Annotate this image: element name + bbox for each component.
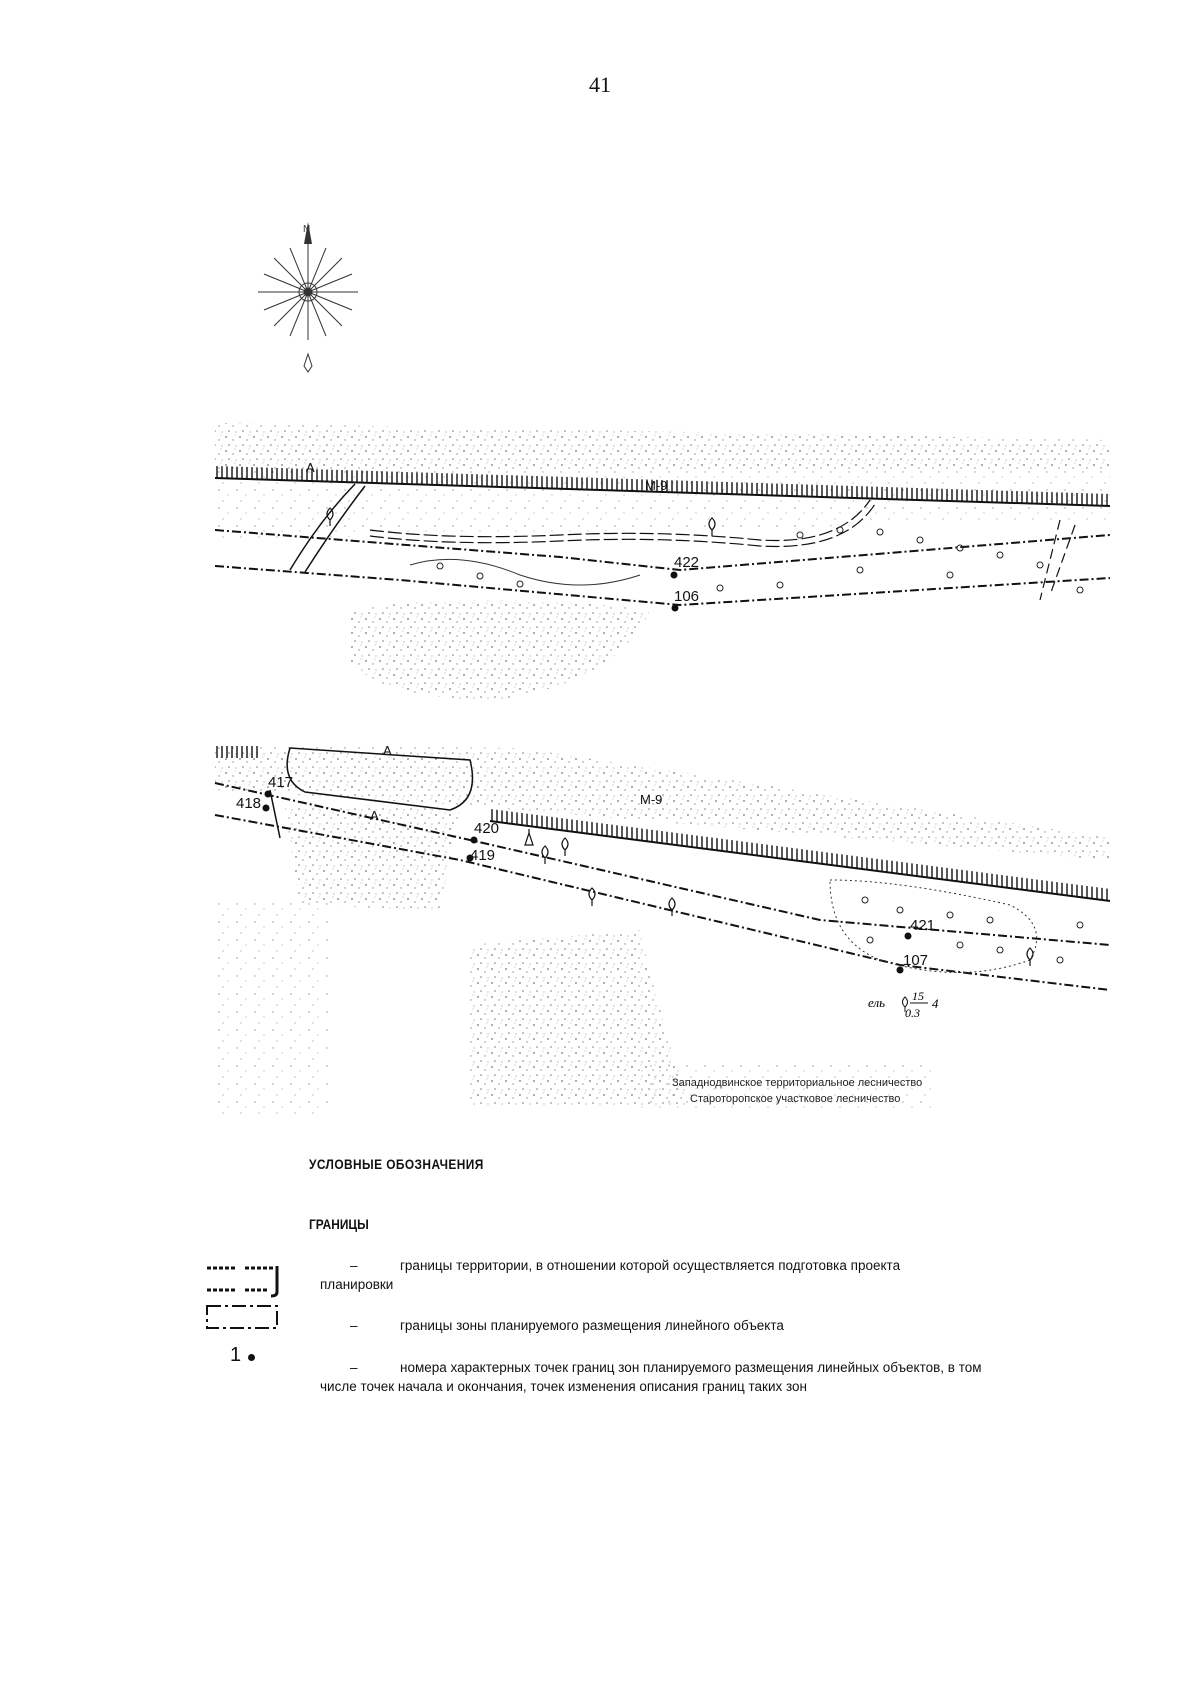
point-dot-icon (248, 1354, 255, 1361)
tree-annotation (868, 989, 939, 1020)
compass-rose-icon (258, 222, 358, 372)
territory-boundary-symbol (205, 1264, 285, 1300)
point-number-symbol: 1 (230, 1344, 242, 1366)
svg-text:15: 15 (912, 989, 924, 1003)
forestry-line-2: Староторопское участковое лесничество (690, 1093, 901, 1105)
point-label-419: 419 (470, 847, 496, 864)
legend-text: номера характерных точек границ зон планируемого размещения линейных объектов, в том числе точек начала и окончания, точек изменения описания границ таких зон (320, 1360, 982, 1394)
forestry-line-1: Западнодвинское территориальное лесничество (672, 1077, 923, 1089)
legend-text: границы зоны планируемого размещения линейного объекта (400, 1318, 784, 1333)
zone-boundary-symbol (205, 1302, 285, 1332)
map-fragment-bottom (215, 743, 1110, 1115)
point-label-417: 417 (268, 774, 294, 791)
road-label-top: М-9 (645, 478, 668, 493)
page-number: 41 (589, 72, 611, 97)
legend-section-title: ГРАНИЦЫ (309, 1216, 369, 1232)
area-label-top: А (306, 460, 315, 475)
point-label-107: 107 (903, 952, 929, 969)
legend-dash: – (350, 1318, 358, 1333)
svg-text:4: 4 (932, 996, 939, 1011)
point-label-421: 421 (910, 917, 936, 934)
legend-title: УСЛОВНЫЕ ОБОЗНАЧЕНИЯ (309, 1156, 484, 1172)
area-label-bottom-2: А (370, 808, 379, 823)
legend-dash: – (350, 1258, 358, 1273)
map-fragment-top (215, 423, 1110, 700)
svg-text:0.3: 0.3 (905, 1006, 920, 1020)
point-label-420: 420 (474, 820, 500, 837)
legend-text: границы территории, в отношении которой осуществляется подготовка проекта планировки (320, 1258, 901, 1292)
point-label-422: 422 (674, 554, 700, 571)
point-label-418: 418 (236, 795, 262, 812)
north-label: N (303, 224, 311, 235)
point-label-106: 106 (674, 588, 700, 605)
road-label-bottom: М-9 (640, 792, 663, 807)
area-label-bottom-1: А (383, 743, 392, 758)
legend-dash: – (350, 1360, 358, 1375)
svg-text:ель: ель (868, 995, 886, 1010)
